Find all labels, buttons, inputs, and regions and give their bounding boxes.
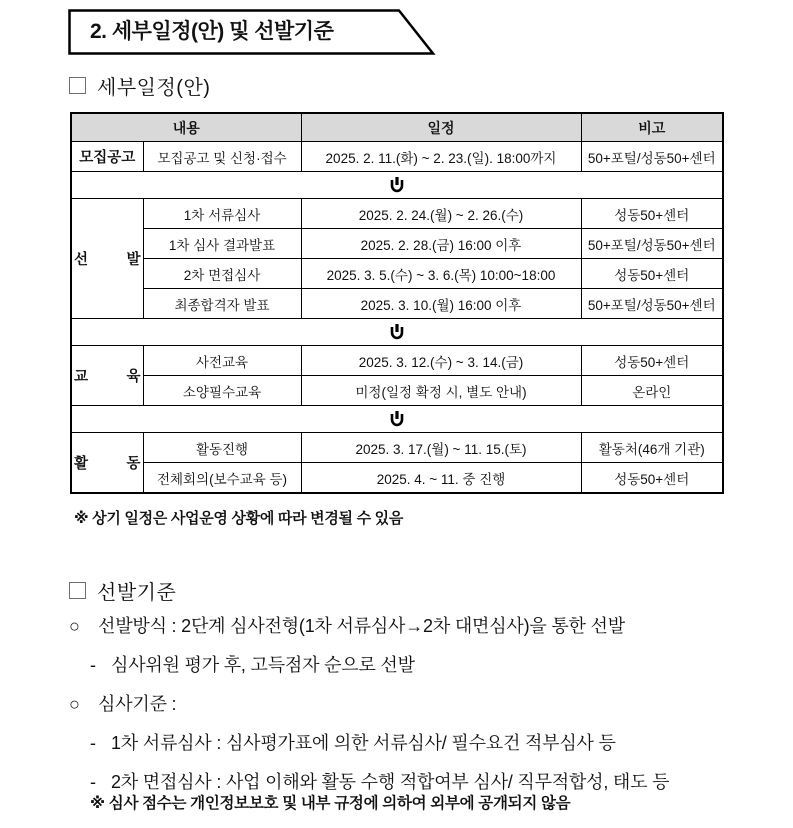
dash-bullet-icon: -: [90, 733, 96, 753]
criteria-item-text: 1차 서류심사 : 심사평가표에 의한 서류심사/ 필수요건 적부심사 등: [111, 733, 616, 753]
cell-remark: 성동50+센터: [581, 259, 723, 289]
list-item: [69, 690, 769, 716]
privacy-note: ※ 심사 점수는 개인정보보호 및 내부 규정에 의하여 외부에 공개되지 않음: [90, 795, 571, 812]
square-bullet-icon: [69, 582, 86, 599]
group-label-education: 교 육: [71, 346, 143, 406]
down-arrow-icon: [390, 411, 404, 427]
criteria-item-text: 선발방식 : 2단계 심사전형(1차 서류심사→2차 대면심사)을 통한 선발: [98, 616, 625, 636]
cell-schedule: 미정(일정 확정 시, 별도 안내): [301, 376, 581, 406]
cell-schedule: 2025. 3. 12.(수) ~ 3. 14.(금): [301, 346, 581, 376]
header-schedule: 일정: [301, 113, 581, 142]
dash-bullet-icon: -: [90, 772, 96, 792]
cell-remark: 50+포털/성동50+센터: [581, 142, 723, 172]
cell-schedule: 2025. 3. 10.(월) 16:00 이후: [301, 289, 581, 319]
table-row: [71, 376, 723, 406]
list-item: [69, 651, 769, 677]
cell-content: 소양필수교육: [143, 376, 301, 406]
cell-content: 1차 심사 결과발표: [143, 229, 301, 259]
cell-schedule: 2025. 4. ~ 11. 중 진행: [301, 463, 581, 494]
cell-schedule: 2025. 3. 5.(수) ~ 3. 6.(목) 10:00~18:00: [301, 259, 581, 289]
cell-schedule: 2025. 2. 28.(금) 16:00 이후: [301, 229, 581, 259]
schedule-heading-label: 세부일정(안): [97, 77, 211, 99]
cell-content: 최종합격자 발표: [143, 289, 301, 319]
down-arrow-icon: [390, 177, 404, 193]
table-header-row: [71, 113, 723, 142]
table-row: [71, 289, 723, 319]
table-row: [71, 229, 723, 259]
cell-remark: 50+포털/성동50+센터: [581, 289, 723, 319]
cell-content: 2차 면접심사: [143, 259, 301, 289]
table-row: [71, 259, 723, 289]
cell-remark: 성동50+센터: [581, 199, 723, 229]
criteria-item-text: 2차 면접심사 : 사업 이해와 활동 수행 적합여부 심사/ 직무적합성, 태도 등: [111, 772, 670, 792]
down-arrow-icon: [390, 324, 404, 340]
criteria-item-text: 심사위원 평가 후, 고득점자 순으로 선발: [111, 655, 415, 675]
cell-content: 모집공고 및 신청·접수: [143, 142, 301, 172]
group-label-activity: 활 동: [71, 433, 143, 494]
title-banner: [68, 9, 436, 55]
square-bullet-icon: [69, 77, 86, 94]
criteria-section-heading: [69, 576, 176, 605]
dash-bullet-icon: -: [90, 655, 96, 675]
cell-content: 전체회의(보수교육 등): [143, 463, 301, 494]
schedule-section-heading: [69, 71, 210, 100]
list-item: [69, 729, 769, 755]
page-title: 2. 세부일정(안) 및 선발기준: [90, 20, 334, 43]
phase-arrow-row: [71, 172, 723, 199]
cell-schedule: 2025. 3. 17.(월) ~ 11. 15.(토): [301, 433, 581, 463]
criteria-heading-label: 선발기준: [97, 582, 177, 604]
cell-remark: 온라인: [581, 376, 723, 406]
cell-remark: 활동처(46개 기관): [581, 433, 723, 463]
header-remark: 비고: [581, 113, 723, 142]
list-item: [69, 612, 769, 638]
schedule-change-note: ※ 상기 일정은 사업운영 상황에 따라 변경될 수 있음: [74, 510, 404, 527]
cell-content: 활동진행: [143, 433, 301, 463]
cell-schedule: 2025. 2. 11.(화) ~ 2. 23.(일). 18:00까지: [301, 142, 581, 172]
cell-content: 사전교육: [143, 346, 301, 376]
phase-arrow-row: [71, 406, 723, 433]
table-row: [71, 433, 723, 463]
phase-arrow-row: [71, 319, 723, 346]
phase-arrow-cell: [71, 172, 723, 199]
table-row: [71, 346, 723, 376]
criteria-list: [69, 612, 769, 807]
schedule-table: [70, 112, 724, 494]
table-row: [71, 463, 723, 494]
cell-remark: 성동50+센터: [581, 463, 723, 494]
table-row: [71, 199, 723, 229]
phase-arrow-cell: [71, 319, 723, 346]
cell-schedule: 2025. 2. 24.(월) ~ 2. 26.(수): [301, 199, 581, 229]
cell-remark: 성동50+센터: [581, 346, 723, 376]
phase-arrow-cell: [71, 406, 723, 433]
group-label-selection: 선 발: [71, 199, 143, 319]
cell-remark: 50+포털/성동50+센터: [581, 229, 723, 259]
table-row: [71, 142, 723, 172]
circle-bullet-icon: ○: [69, 616, 80, 636]
circle-bullet-icon: ○: [69, 694, 80, 714]
cell-content: 1차 서류심사: [143, 199, 301, 229]
header-content: 내용: [71, 113, 301, 142]
group-label-recruit: 모집공고: [71, 142, 143, 172]
criteria-item-text: 심사기준 :: [98, 694, 177, 714]
